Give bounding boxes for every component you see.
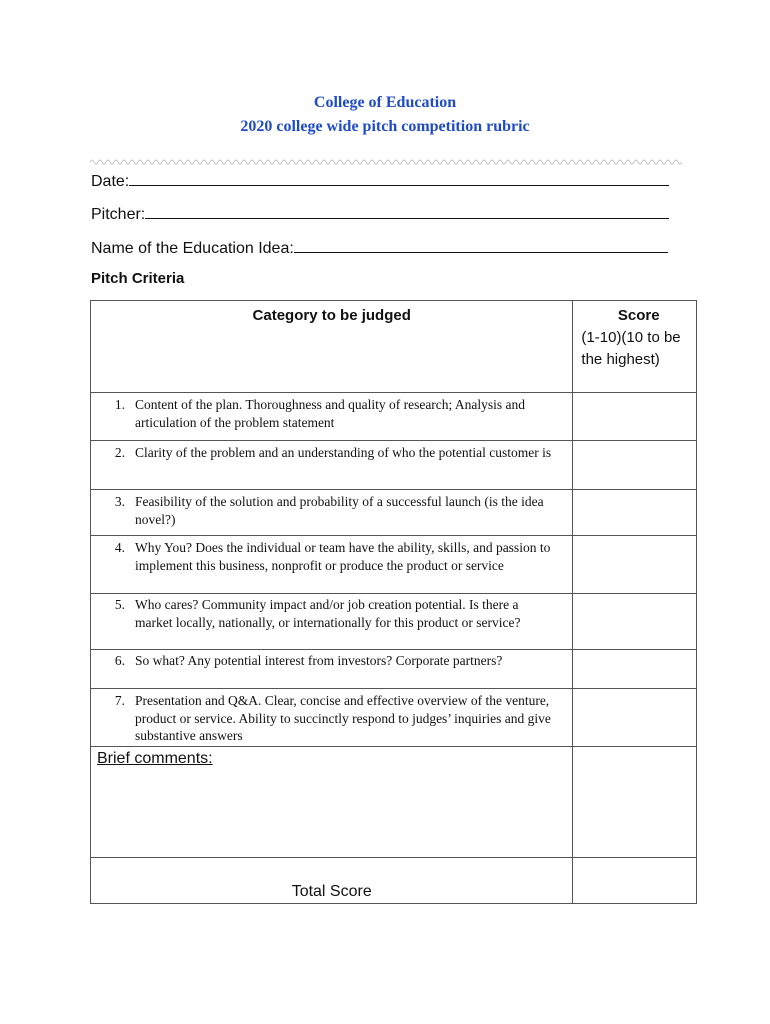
table-row bbox=[91, 441, 697, 490]
table-row bbox=[91, 536, 697, 594]
comments-row bbox=[91, 747, 697, 858]
date-field[interactable] bbox=[91, 169, 669, 191]
table-row bbox=[91, 393, 697, 441]
criterion-5 bbox=[91, 594, 573, 650]
criterion-number: 6. bbox=[114, 653, 125, 668]
score-cell-7[interactable] bbox=[573, 689, 697, 747]
criterion-7 bbox=[91, 689, 573, 747]
score-cell-3[interactable] bbox=[573, 490, 697, 536]
idea-label: Name of the Education Idea: bbox=[91, 240, 294, 257]
decorative-divider bbox=[90, 158, 682, 166]
table-row bbox=[91, 594, 697, 650]
comments-label: Brief comments: bbox=[97, 750, 213, 767]
criterion-number: 3. bbox=[114, 494, 125, 509]
total-score-label: Total Score bbox=[91, 858, 573, 904]
criterion-text: Feasibility of the solution and probability of a successful launch (is the idea novel?) bbox=[135, 494, 544, 527]
table-row bbox=[91, 689, 697, 747]
pitcher-label: Pitcher: bbox=[91, 206, 146, 223]
criterion-4 bbox=[91, 536, 573, 594]
criterion-1 bbox=[91, 393, 573, 441]
criterion-number: 7. bbox=[114, 693, 125, 708]
criterion-text: Clarity of the problem and an understanding of who the potential customer is bbox=[135, 445, 552, 460]
comments-score-cell[interactable] bbox=[573, 747, 697, 858]
total-score-cell[interactable] bbox=[573, 858, 697, 904]
score-header-title: Score bbox=[617, 307, 660, 324]
criterion-text: Who cares? Community impact and/or job creation potential. Is there a market locally, nationally, or internationally for this product or service? bbox=[135, 597, 521, 630]
score-header bbox=[573, 301, 697, 393]
section-title: Pitch Criteria bbox=[91, 270, 185, 287]
criterion-text: So what? Any potential interest from investors? Corporate partners? bbox=[135, 653, 503, 668]
table-row bbox=[91, 650, 697, 689]
category-header: Category to be judged bbox=[91, 301, 573, 393]
idea-input-line[interactable] bbox=[294, 236, 668, 253]
rubric-table bbox=[90, 300, 697, 904]
table-row bbox=[91, 490, 697, 536]
pitcher-input-line[interactable] bbox=[145, 202, 669, 219]
score-header-sub: (1-10)(10 to be the highest) bbox=[581, 329, 681, 368]
criterion-number: 1. bbox=[114, 397, 125, 412]
date-input-line[interactable] bbox=[129, 169, 669, 186]
criterion-6 bbox=[91, 650, 573, 689]
criterion-number: 5. bbox=[114, 597, 125, 612]
criterion-text: Content of the plan. Thoroughness and quality of research; Analysis and articulation of the problem statement bbox=[135, 397, 526, 430]
criterion-2 bbox=[91, 441, 573, 490]
comments-cell[interactable] bbox=[91, 747, 573, 858]
criterion-text: Presentation and Q&A. Clear, concise and effective overview of the venture, product or service. Ability to succinctly respond to judges’ inquiries and give substantive answers bbox=[135, 693, 551, 743]
pitcher-field[interactable] bbox=[91, 202, 669, 224]
document-title-line1: College of Education bbox=[313, 94, 457, 111]
table-header-row bbox=[91, 301, 697, 393]
idea-field[interactable] bbox=[91, 236, 668, 258]
score-cell-5[interactable] bbox=[573, 594, 697, 650]
date-label: Date: bbox=[91, 173, 130, 190]
criterion-text: Why You? Does the individual or team have the ability, skills, and passion to implement this business, nonprofit or produce the product or service bbox=[135, 540, 551, 573]
criterion-number: 2. bbox=[114, 445, 125, 460]
score-cell-6[interactable] bbox=[573, 650, 697, 689]
criterion-number: 4. bbox=[114, 540, 125, 555]
document-title-line2: 2020 college wide pitch competition rubric bbox=[240, 118, 530, 135]
criterion-3 bbox=[91, 490, 573, 536]
score-cell-1[interactable] bbox=[573, 393, 697, 441]
score-cell-2[interactable] bbox=[573, 441, 697, 490]
total-row bbox=[91, 858, 697, 904]
score-cell-4[interactable] bbox=[573, 536, 697, 594]
